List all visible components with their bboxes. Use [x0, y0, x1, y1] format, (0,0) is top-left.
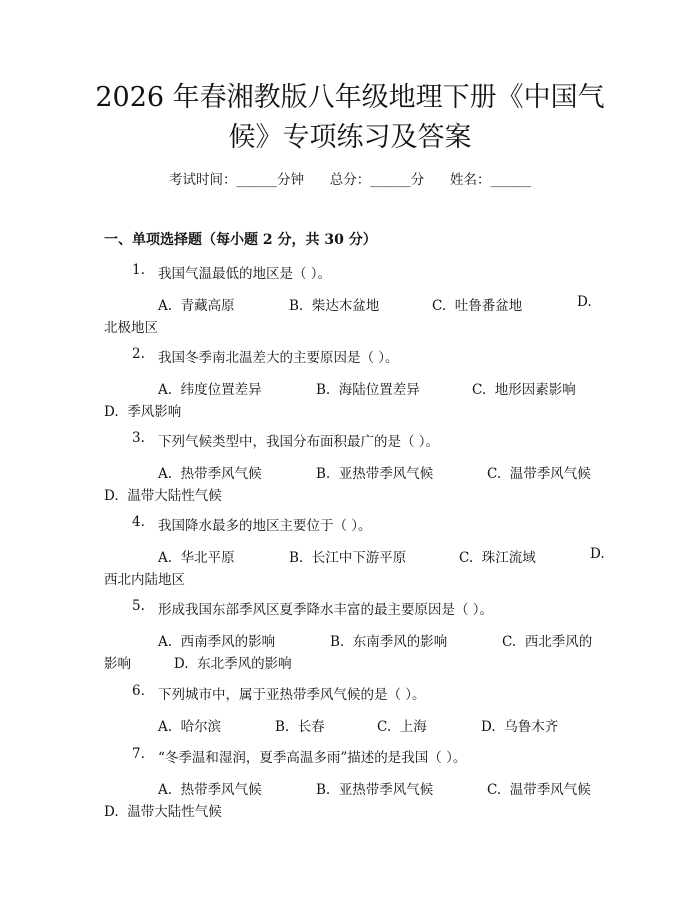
question-2-stem: 我国冬季南北温差大的主要原因是（ ）。	[158, 350, 399, 366]
question-3-stem: 下列气候类型中，我国分布面积最广的是（ ）。	[158, 434, 440, 450]
question-5-option-b: B. 东南季风的影响	[330, 634, 448, 650]
question-1-option-a: A. 青藏高原	[158, 298, 235, 314]
question-2-option-c: C. 地形因素影响	[472, 382, 576, 398]
question-2-option-b: B. 海陆位置差异	[316, 382, 420, 398]
question-7-wrap: D. 温带大陆性气候	[104, 804, 222, 820]
question-2-option-a: A. 纬度位置差异	[158, 382, 262, 398]
question-3-number: 3.	[132, 430, 145, 446]
question-6-option-a: A. 哈尔滨	[158, 719, 222, 735]
question-6-option-c: C. 上海	[377, 719, 427, 735]
question-5-wrap: 影响 D. 东北季风的影响	[104, 656, 292, 672]
question-7-option-a: A. 热带季风气候	[158, 782, 262, 798]
question-1-number: 1.	[132, 262, 145, 278]
question-3-wrap: D. 温带大陆性气候	[104, 488, 222, 504]
question-4-option-d: D.	[590, 546, 605, 562]
question-7-number: 7.	[132, 746, 145, 762]
question-5-number: 5.	[132, 598, 145, 614]
question-7-option-b: B. 亚热带季风气候	[316, 782, 434, 798]
question-2-number: 2.	[132, 346, 145, 362]
question-6-number: 6.	[132, 683, 145, 699]
question-4-option-b: B. 长江中下游平原	[289, 550, 407, 566]
exam-info-line: 考试时间：______分钟 总分：______分 姓名：______	[169, 172, 531, 188]
question-2-wrap: D. 季风影响	[104, 404, 182, 420]
question-6-option-b: B. 长春	[275, 719, 325, 735]
title-line-1: 2026 年春湘教版八年级地理下册《中国气	[95, 82, 605, 113]
question-4-wrap: 西北内陆地区	[104, 572, 185, 588]
question-6-stem: 下列城市中，属于亚热带季风气候的是（ ）。	[158, 687, 426, 703]
question-1-wrap: 北极地区	[104, 320, 158, 336]
title-line-2: 候》专项练习及答案	[228, 122, 472, 153]
question-3-option-c: C. 温带季风气候	[487, 466, 591, 482]
document-title	[60, 78, 640, 158]
question-3-option-a: A. 热带季风气候	[158, 466, 262, 482]
question-5-option-c: C. 西北季风的	[502, 634, 593, 650]
question-4-stem: 我国降水最多的地区主要位于（ ）。	[158, 518, 372, 534]
question-1-option-b: B. 柴达木盆地	[289, 298, 380, 314]
question-7-stem: “冬季温和湿润，夏季高温多雨”描述的是我国（ ）。	[158, 750, 467, 766]
question-4-option-a: A. 华北平原	[158, 550, 235, 566]
question-3-option-b: B. 亚热带季风气候	[316, 466, 434, 482]
question-1-option-c: C. 吐鲁番盆地	[432, 298, 523, 314]
section-heading: 一、单项选择题（每小题 2 分，共 30 分）	[104, 232, 377, 248]
question-4-option-c: C. 珠江流域	[459, 550, 536, 566]
question-6-option-d: D. 乌鲁木齐	[481, 719, 559, 735]
question-5-stem: 形成我国东部季风区夏季降水丰富的最主要原因是（ ）。	[158, 602, 494, 618]
question-7-option-c: C. 温带季风气候	[487, 782, 591, 798]
question-5-option-a: A. 西南季风的影响	[158, 634, 276, 650]
question-4-number: 4.	[132, 514, 145, 530]
question-1-stem: 我国气温最低的地区是（ ）。	[158, 266, 332, 282]
question-1-option-d: D.	[577, 294, 592, 310]
